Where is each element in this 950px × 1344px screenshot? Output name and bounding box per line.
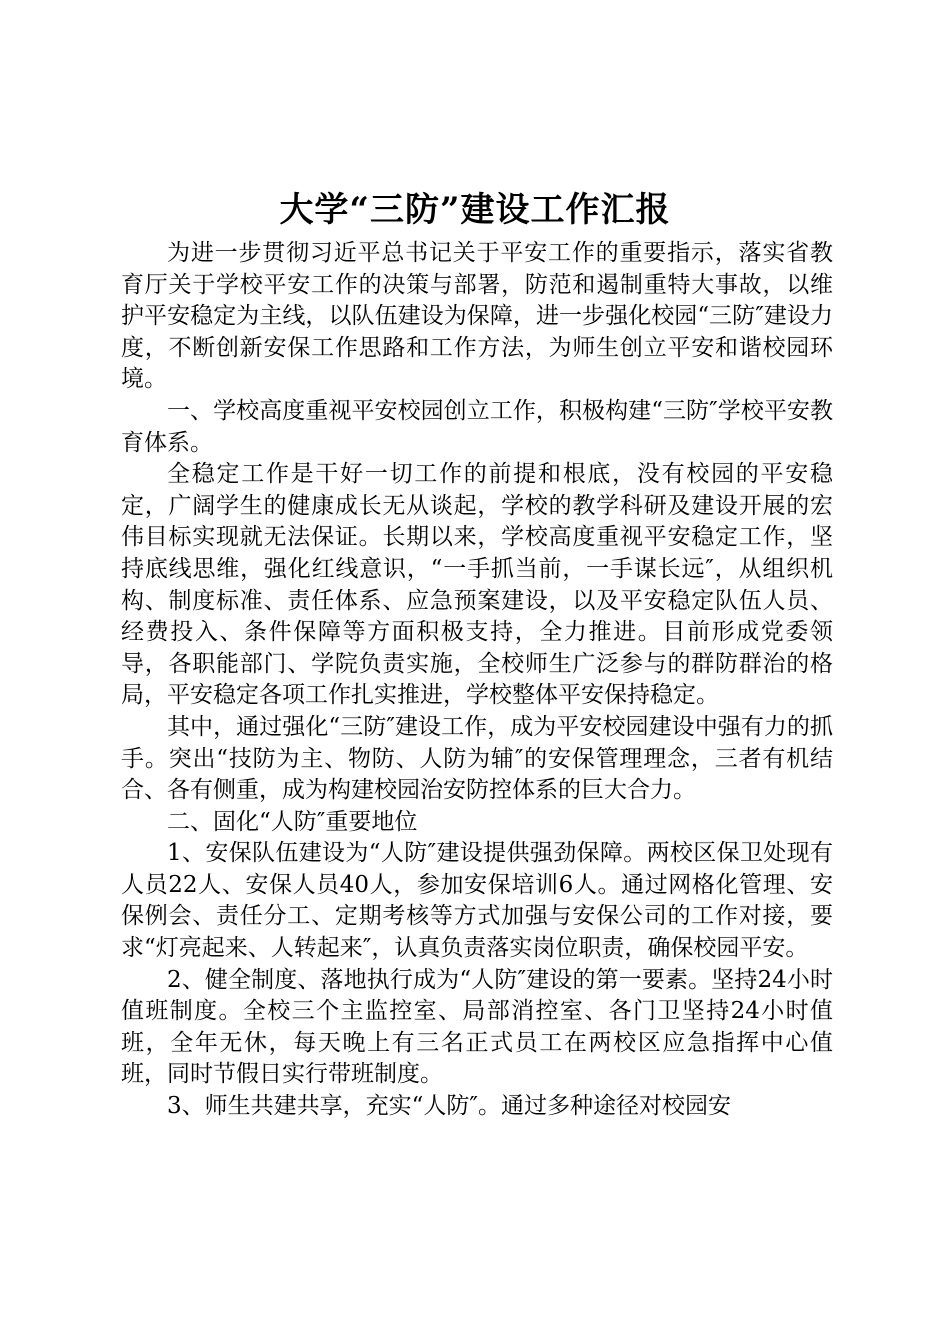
section-heading: 二、固化“人防″重要地位 bbox=[167, 808, 418, 835]
paragraph: 其中，通过强化“三防″建设工作，成为平安校园建设中强有力的抓手。突出“技防为主、物防、人防为辅″的安保管理理念，三者有机结合、各有侧重，成为构建校园治安防控体系的巨大合力。 bbox=[121, 713, 833, 804]
document-title: 大学“三防”建设工作汇报 bbox=[279, 190, 671, 230]
paragraph: 1、安保队伍建设为“人防″建设提供强劲保障。两校区保卫处现有人员22人、安保人员40人，参加安保培训6人。通过网格化管理、安保例会、责任分工、定期考核等方式加强与安保公司的工作对接，要求“灯亮起来、人转起来″，认真负责落实岗位职责，确保校园平安。 bbox=[121, 840, 833, 962]
paragraph: 一、学校高度重视平安校园创立工作，积极构建“三防″学校平安教育体系。 bbox=[121, 397, 833, 456]
paragraph: 2、健全制度、落地执行成为“人防″建设的第一要素。坚持24小时值班制度。全校三个主监控室、局部消控室、各门卫坚持24小时值班，全年无休，每天晚上有三名正式员工在两校区应急指挥中心值班，同时节假日实行带班制度。 bbox=[121, 966, 833, 1088]
paragraph: 为进一步贯彻习近平总书记关于平安工作的重要指示，落实省教育厅关于学校平安工作的决策与部署，防范和遏制重特大事故，以维护平安稳定为主线，以队伍建设为保障，进一步强化校园“三防″建设力度，不断创新安保工作思路和工作方法，为师生创立平安和谐校园环境。 bbox=[121, 240, 833, 393]
paragraph: 3、师生共建共享，充实“人防″。通过多种途径对校园安 bbox=[167, 1093, 731, 1120]
paragraph: 全稳定工作是干好一切工作的前提和根底，没有校园的平安稳定，广阔学生的健康成长无从谈起，学校的教学科研及建设开展的宏伟目标实现就无法保证。长期以来，学校高度重视平安稳定工作，坚持底线思维，强化红线意识，“一手抓当前，一手谋长远″，从组织机构、制度标准、责任体系、应急预案建设，以及平安稳定队伍人员、经费投入、条件保障等方面积极支持，全力推进。目前形成党委领导，各职能部门、学院负责实施，全校师生广泛参与的群防群治的格局，平安稳定各项工作扎实推进，学校整体平安保持稳定。 bbox=[121, 461, 833, 709]
document-body bbox=[121, 238, 833, 1123]
